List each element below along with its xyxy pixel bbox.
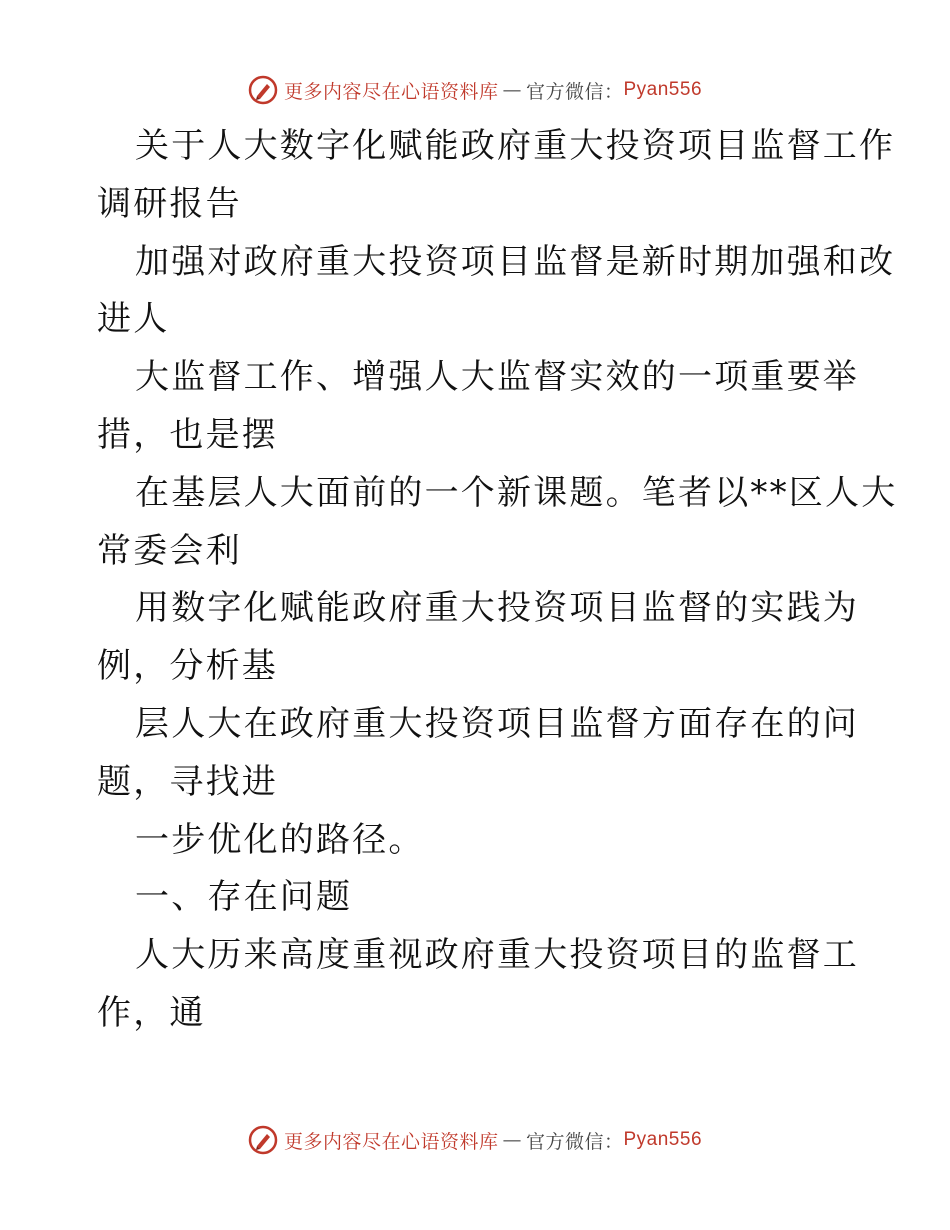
watermark-text: 更多内容尽在心语资料库 — [283, 1130, 499, 1153]
section-heading: 一、存在问题 — [135, 877, 353, 918]
paragraph-line: 层人大在政府重大投资项目监督方面存在的问 — [135, 703, 859, 744]
paragraph-line: 在基层人大面前的一个新课题。笔者以**区人大 — [135, 472, 898, 513]
footer-watermark — [0, 1120, 950, 1160]
paragraph-line: 用数字化赋能政府重大投资项目监督的实践为 — [135, 588, 859, 629]
document-body — [97, 118, 898, 1043]
header-watermark — [0, 70, 950, 110]
paragraph-line: 措，也是摆 — [97, 414, 278, 455]
paragraph-line: 常委会利 — [97, 530, 242, 571]
paragraph-line: 进人 — [97, 299, 170, 340]
watermark-id: Pyan556 — [623, 1129, 703, 1150]
watermark-id: Pyan556 — [623, 79, 703, 100]
pen-logo-icon — [248, 75, 278, 105]
paragraph-line: 例，分析基 — [97, 646, 278, 687]
paragraph-line: 作，通 — [97, 992, 206, 1033]
paragraph-line: 加强对政府重大投资项目监督是新时期加强和改 — [135, 241, 896, 282]
title-line-2: 调研报告 — [97, 183, 242, 224]
watermark-dash: — — [502, 1129, 522, 1151]
watermark-dash: — — [502, 79, 522, 101]
paragraph-line: 题，寻找进 — [97, 761, 278, 802]
title-line-1: 关于人大数字化赋能政府重大投资项目监督工作 — [135, 126, 896, 166]
paragraph-line: 大监督工作、增强人大监督实效的一项重要举 — [135, 357, 859, 398]
watermark-label: 官方微信： — [525, 80, 624, 103]
watermark-label: 官方微信： — [525, 1130, 624, 1153]
paragraph-line: 一步优化的路径。 — [135, 819, 425, 860]
paragraph-line: 人大历来高度重视政府重大投资项目的监督工 — [135, 935, 859, 976]
pen-logo-icon — [248, 1125, 278, 1155]
watermark-text: 更多内容尽在心语资料库 — [283, 80, 499, 103]
